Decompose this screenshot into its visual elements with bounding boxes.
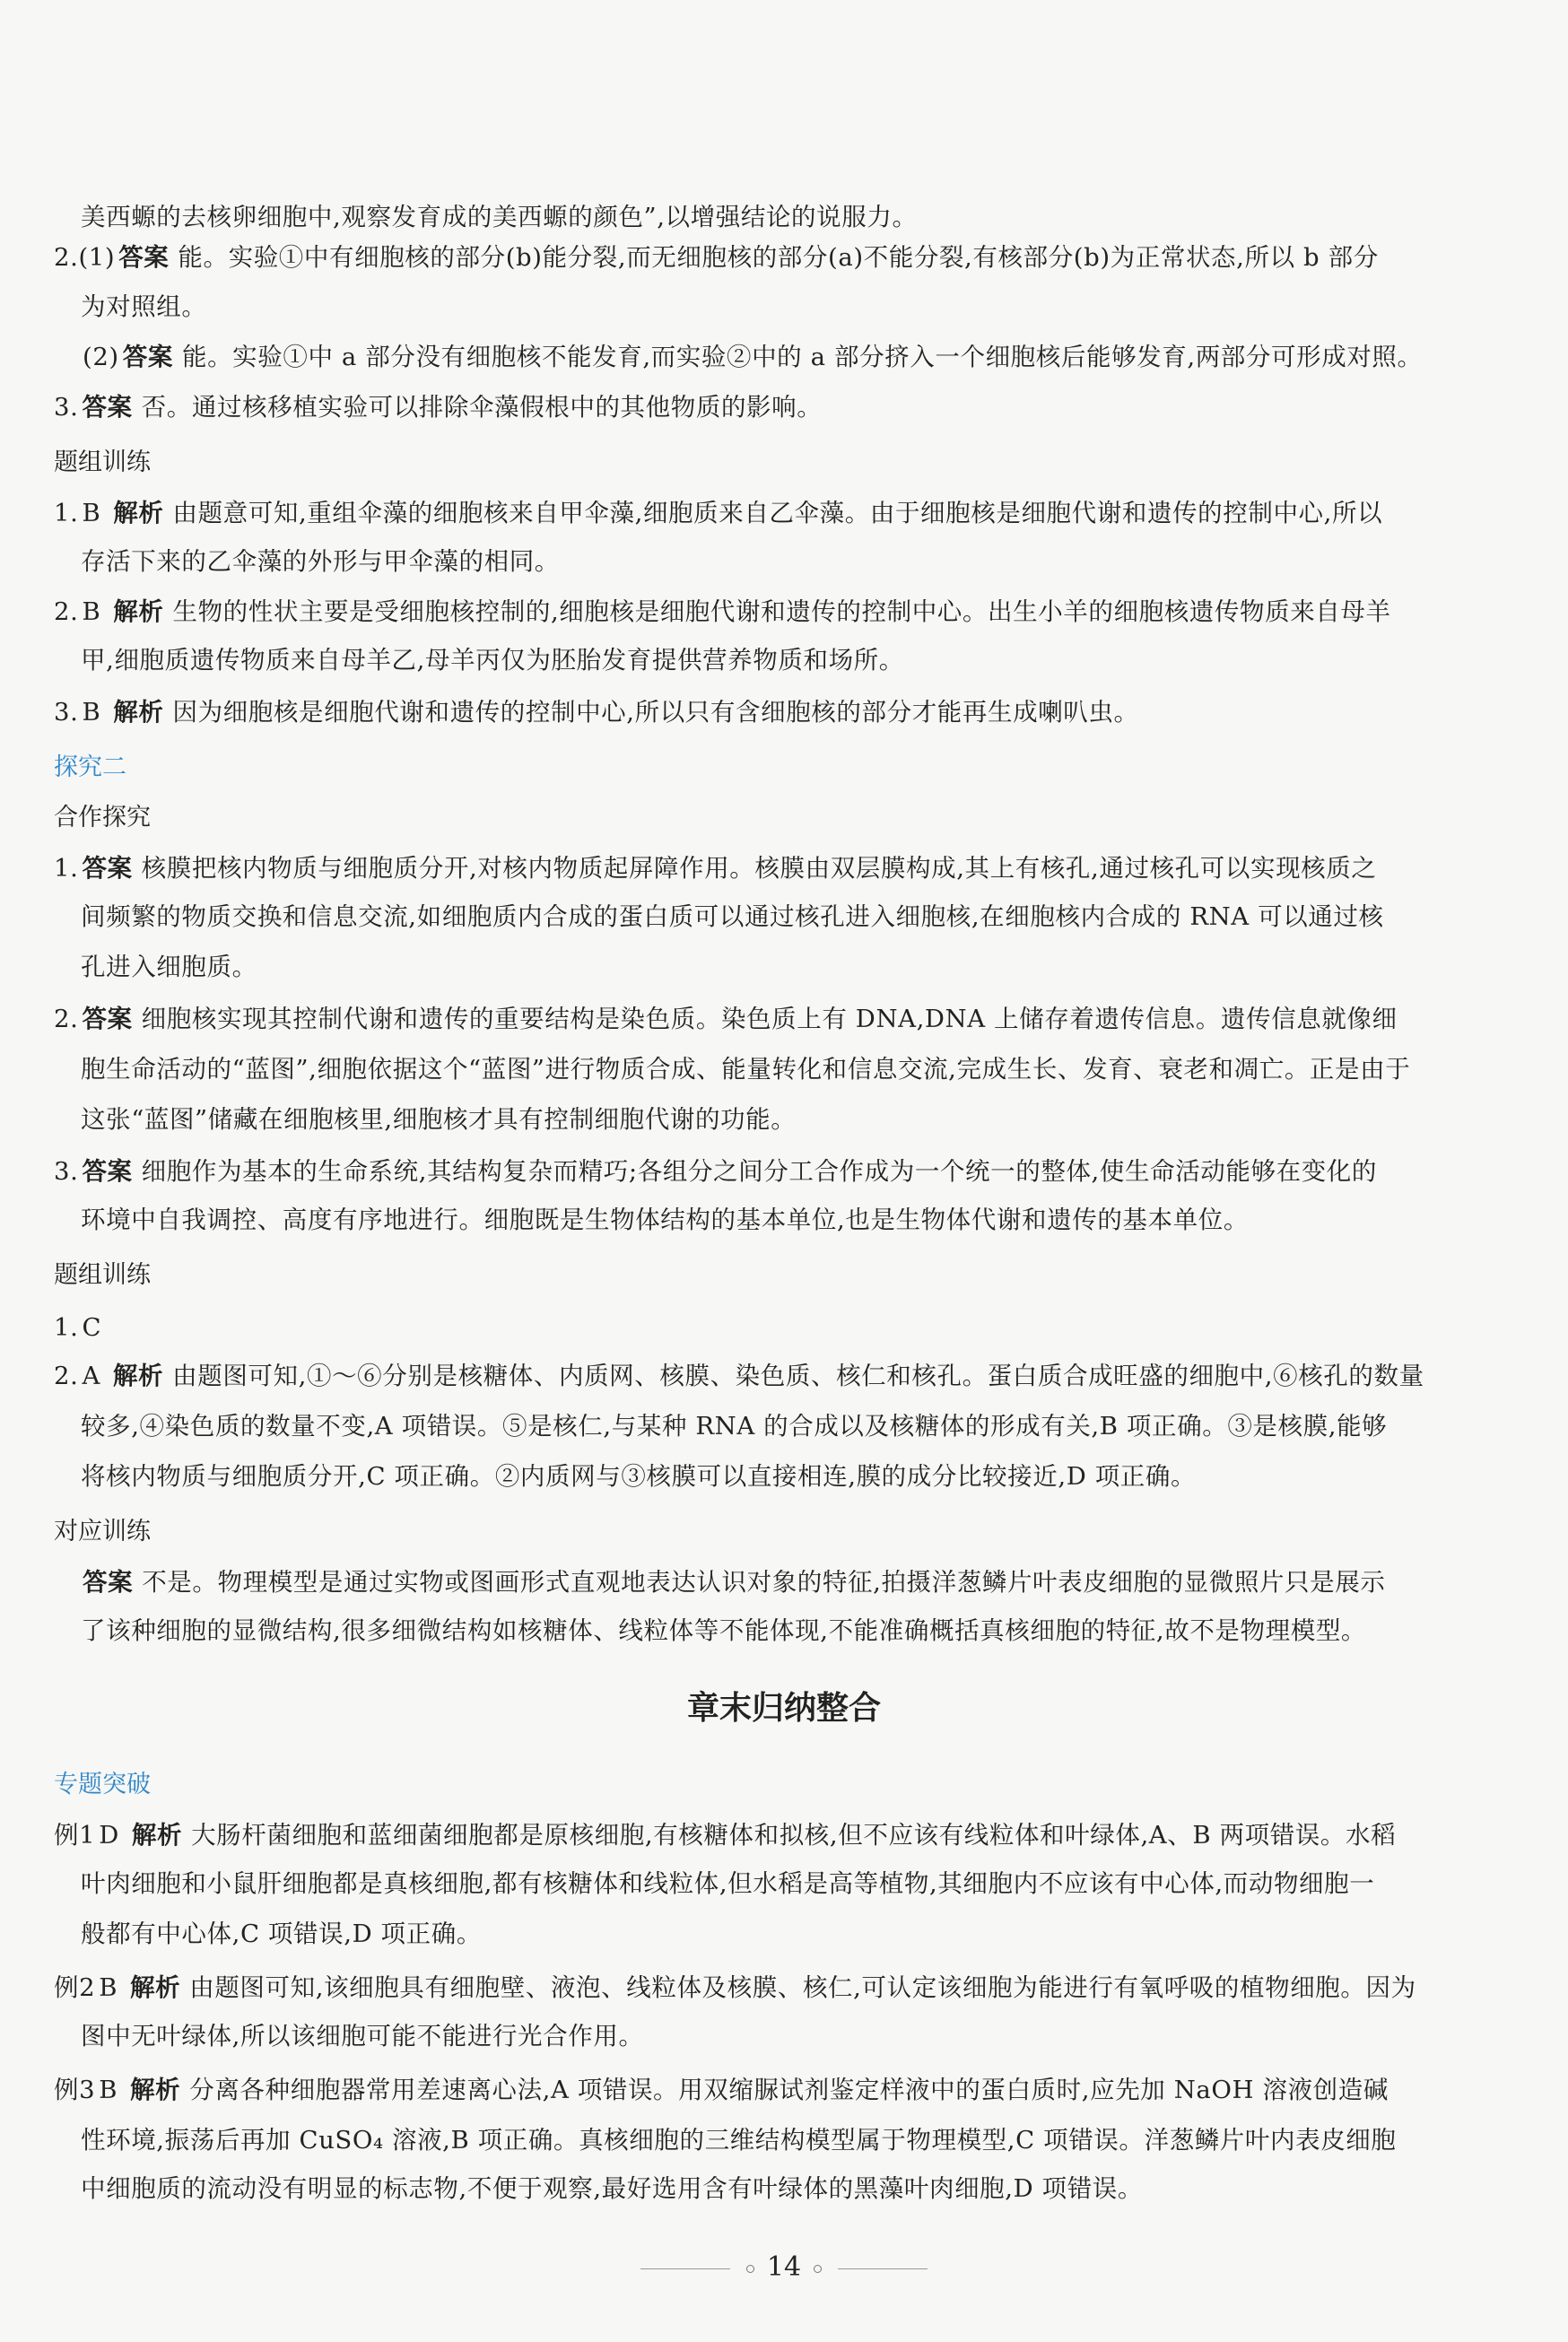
section-heading: 合作探究 (54, 804, 151, 831)
answer-item: 2. B 解析 生物的性状主要是受细胞核控制的,细胞核是细胞代谢和遗传的控制中心。出生小羊的细胞核遗传物质来自母羊 (54, 597, 1391, 626)
footer-dot-icon (746, 2265, 754, 2273)
chapter-title: 章末归纳整合 (686, 1690, 881, 1727)
example-item: 例1 D 解析 大肠杆菌细胞和蓝细菌细胞都是原核细胞,有核糖体和拟核,但不应该有线粒体和叶绿体,A、B 两项错误。水稻 (54, 1821, 1397, 1850)
text-line: 将核内物质与细胞质分开,C 项正确。②内质网与③核膜可以直接相连,膜的成分比较接近,D 项正确。 (81, 1462, 1197, 1491)
answer-item: 2. A 解析 由题图可知,①～⑥分别是核糖体、内质网、核膜、染色质、核仁和核孔。蛋白质合成旺盛的细胞中,⑥核孔的数量 (54, 1362, 1424, 1390)
text-line: 性环境,振荡后再加 CuSO₄ 溶液,B 项正确。真核细胞的三维结构模型属于物理模型,C 项错误。洋葱鳞片叶内表皮细胞 (81, 2126, 1397, 2155)
answer-item: 2. 答案 细胞核实现其控制代谢和遗传的重要结构是染色质。染色质上有 DNA,DNA 上储存着遗传信息。遗传信息就像细 (54, 1005, 1398, 1033)
answer-item: 3. 答案 细胞作为基本的生命系统,其结构复杂而精巧;各组分之间分工合作成为一个统一的整体,使生命活动能够在变化的 (54, 1157, 1377, 1186)
answer-item: 1. C (54, 1313, 102, 1342)
page-footer (0, 2251, 1568, 2283)
text-line: 为对照组。 (81, 292, 207, 321)
section-heading-blue: 专题突破 (54, 1771, 151, 1798)
section-heading: 题组训练 (54, 448, 151, 476)
text-line: 间频繁的物质交换和信息交流,如细胞质内合成的蛋白质可以通过核孔进入细胞核,在细胞核内合成的 RNA 可以通过核 (81, 902, 1384, 931)
answer-item: 3. B 解析 因为细胞核是细胞代谢和遗传的控制中心,所以只有含细胞核的部分才能再生成喇叭虫。 (54, 698, 1139, 727)
text-line: 图中无叶绿体,所以该细胞可能不能进行光合作用。 (81, 2022, 644, 2050)
text-line: 甲,细胞质遗传物质来自母羊乙,母羊丙仅为胚胎发育提供营养物质和场所。 (81, 646, 904, 675)
section-heading: 题组训练 (54, 1261, 151, 1289)
footer-rule-right (838, 2268, 928, 2269)
text-line: 了该种细胞的显微结构,很多细微结构如核糖体、线粒体等不能体现,不能准确概括真核细胞的特征,故不是物理模型。 (81, 1616, 1367, 1645)
answer-item: 1. 答案 核膜把核内物质与细胞质分开,对核内物质起屏障作用。核膜由双层膜构成,其上有核孔,通过核孔可以实现核质之 (54, 854, 1377, 883)
answer-item: (2) 答案 能。实验①中 a 部分没有细胞核不能发育,而实验②中的 a 部分挤入一个细胞核后能够发育,两部分可形成对照。 (83, 343, 1423, 371)
text-line: 胞生命活动的“蓝图”,细胞依据这个“蓝图”进行物质合成、能量转化和信息交流,完成生长、发育、衰老和凋亡。正是由于 (81, 1055, 1411, 1084)
text-line: 孔进入细胞质。 (81, 953, 257, 981)
page-number: 14 (766, 2251, 802, 2283)
example-item: 例2 B 解析 由题图可知,该细胞具有细胞壁、液泡、线粒体及核膜、核仁,可认定该细胞为能进行有氧呼吸的植物细胞。因为 (54, 1973, 1416, 2002)
text-line: 中细胞质的流动没有明显的标志物,不便于观察,最好选用含有叶绿体的黑藻叶肉细胞,D 项错误。 (81, 2174, 1144, 2203)
text-line: 存活下来的乙伞藻的外形与甲伞藻的相同。 (81, 547, 560, 576)
footer-rule-left (640, 2268, 730, 2269)
text-line: 般都有中心体,C 项错误,D 项正确。 (81, 1920, 482, 1948)
section-heading-blue: 探究二 (54, 753, 126, 781)
example-item: 例3 B 解析 分离各种细胞器常用差速离心法,A 项错误。用双缩脲试剂鉴定样液中的蛋白质时,应先加 NaOH 溶液创造碱 (54, 2076, 1389, 2104)
text-line: 较多,④染色质的数量不变,A 项错误。⑤是核仁,与某种 RNA 的合成以及核糖体的形成有关,B 项正确。③是核膜,能够 (81, 1412, 1388, 1441)
text-line: 环境中自我调控、高度有序地进行。细胞既是生物体结构的基本单位,也是生物体代谢和遗传的基本单位。 (81, 1206, 1249, 1234)
answer-item: 1. B 解析 由题意可知,重组伞藻的细胞核来自甲伞藻,细胞质来自乙伞藻。由于细胞核是细胞代谢和遗传的控制中心,所以 (54, 499, 1383, 527)
answer-item: 答案 不是。物理模型是通过实物或图画形式直观地表达认识对象的特征,拍摄洋葱鳞片叶表皮细胞的显微照片只是展示 (83, 1568, 1386, 1597)
answer-item: 2.(1) 答案 能。实验①中有细胞核的部分(b)能分裂,而无细胞核的部分(a)不能分裂,有核部分(b)为正常状态,所以 b 部分 (54, 243, 1379, 272)
text-line: 这张“蓝图”储藏在细胞核里,细胞核才具有控制细胞代谢的功能。 (81, 1105, 797, 1134)
text-line: 叶肉细胞和小鼠肝细胞都是真核细胞,都有核糖体和线粒体,但水稻是高等植物,其细胞内不应该有中心体,而动物细胞一 (81, 1869, 1375, 1898)
footer-dot-icon (814, 2265, 822, 2273)
section-heading: 对应训练 (54, 1518, 151, 1545)
answer-item: 3. 答案 否。通过核移植实验可以排除伞藻假根中的其他物质的影响。 (54, 393, 823, 422)
text-line: 美西螈的去核卵细胞中,观察发育成的美西螈的颜色”,以增强结论的说服力。 (81, 203, 918, 231)
